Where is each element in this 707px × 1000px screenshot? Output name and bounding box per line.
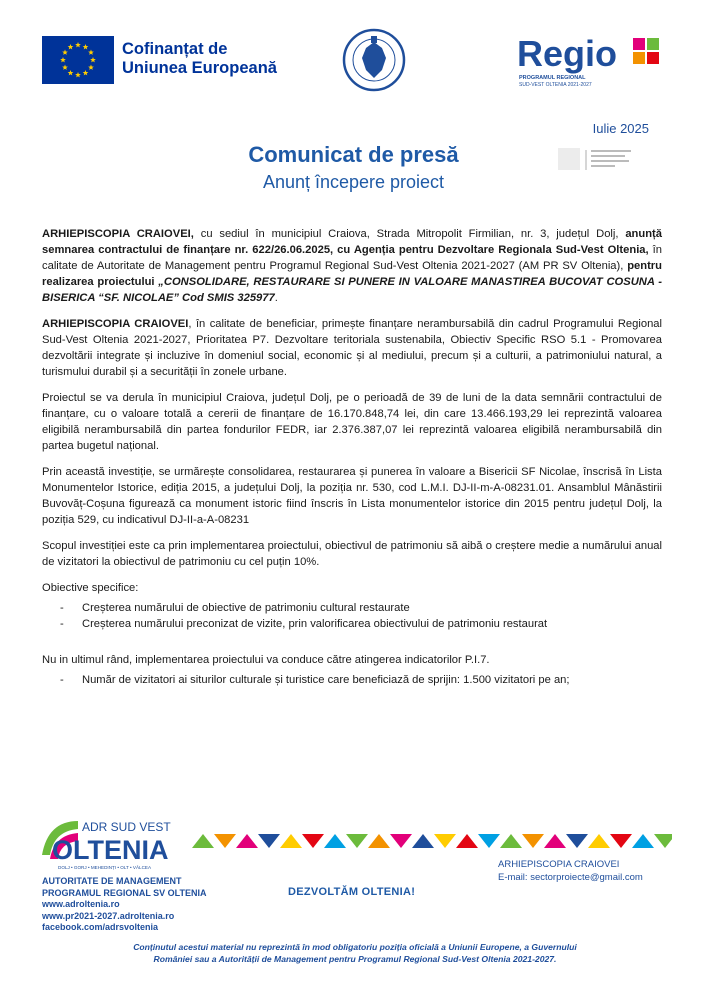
wave-segment — [412, 834, 434, 848]
wave-segment — [610, 834, 632, 848]
wave-segment — [258, 834, 280, 848]
adr-line-1: ADR SUD VEST — [82, 820, 171, 834]
adr-line-2: OLTENIA — [52, 835, 169, 865]
contact-email[interactable]: E-mail: sectorproiecte@gmail.com — [498, 872, 643, 883]
wave-segment — [632, 834, 654, 848]
wave-segment — [390, 834, 412, 848]
paragraph-7: Nu in ultimul rând, implementarea proiectului va conduce către atingerea indicatorilor P.I.7. — [42, 654, 490, 666]
wave-segment — [478, 834, 500, 848]
list-item: - Număr de vizitatori ai siturilor culturale și turistice care beneficiază de sprijin: 1.500 vizitatori pe an; — [82, 672, 662, 688]
eu-cofinancing-label — [122, 40, 277, 78]
disclaimer-line-1: Conținutul acestui material nu reprezintă în mod obligatoriu poziția oficială a Uniunii Europene, a Guvernului — [133, 942, 577, 952]
romanian-government-crest-icon — [342, 24, 406, 96]
wave-segment — [434, 834, 456, 848]
p1-text: cu sediul în municipiul Craiova, Strada Mitropolit Firmilian, nr. 3, județul Dolj, — [193, 228, 626, 240]
wave-segment — [522, 834, 544, 848]
regio-wordmark: Regio — [517, 33, 618, 74]
page-title: Comunicat de presă — [248, 142, 459, 167]
specific-objectives-list — [42, 600, 662, 632]
decorative-wave-icon — [192, 830, 672, 852]
list-item: - Creșterea numărului de obiective de patrimoniu cultural restaurate — [82, 600, 662, 616]
eu-flag-icon — [42, 36, 114, 84]
wave-segment — [500, 834, 522, 848]
wave-segment — [236, 834, 258, 848]
wave-segment — [302, 834, 324, 848]
disclaimer-line-2: României sau a Autorității de Management pentru Programul Regional Sud-Vest Oltenia 2021-2027. — [153, 954, 557, 964]
beneficiary-name: ARHIEPISCOPIA CRAIOVEI, — [42, 228, 194, 240]
small-partner-logo-icon — [558, 146, 638, 172]
wave-segment — [588, 834, 610, 848]
beneficiary-contact — [498, 858, 643, 884]
regio-tagline-1: PROGRAMUL REGIONAL — [519, 75, 586, 81]
p1-end: . — [274, 292, 278, 304]
wave-segment — [368, 834, 390, 848]
wave-segment — [280, 834, 302, 848]
contact-beneficiary: ARHIEPISCOPIA CRAIOVEI — [498, 859, 620, 870]
authority-line-2: PROGRAMUL REGIONAL SV OLTENIA — [42, 887, 207, 898]
eu-line-1: Cofinanțat de — [122, 40, 228, 58]
press-release-body — [42, 226, 662, 698]
wave-segment — [456, 834, 478, 848]
beneficiary-name-2: ARHIEPISCOPIA CRAIOVEI — [42, 318, 189, 330]
disclaimer — [60, 941, 650, 965]
indicators-list — [42, 672, 662, 688]
document-date: Iulie 2025 — [592, 121, 649, 136]
p1-project-intro: pentru realizarea proiectului — [42, 260, 662, 288]
p1-authority: în calitate de Autoritate de Management pentru Programul Regional Sud-Vest Oltenia 2021-2027 (AM PR SV Oltenia), — [42, 244, 662, 272]
project-title: „CONSOLIDARE, RESTAURARE SI PUNERE IN VALOARE MANASTIREA BUCOVAT COSUNA - BISERICA “SF. NICOLAE” Cod SMIS 325977 — [42, 276, 662, 304]
paragraph-1 — [42, 226, 662, 306]
website-link[interactable]: www.adroltenia.ro — [42, 899, 120, 909]
regio-logo-icon — [515, 30, 667, 92]
adr-counties: DOLJ • GORJ • MEHEDINȚI • OLT • VÂLCEA — [58, 865, 152, 870]
eu-line-2: Uniunea Europeană — [122, 59, 277, 77]
paragraph-6: Obiective specifice: — [42, 582, 139, 594]
program-website-link[interactable]: www.pr2021-2027.adroltenia.ro — [42, 910, 175, 921]
p2-text: , în calitate de beneficiar, primește finanțare nerambursabilă din cadrul Programului Regional Sud-Vest Oltenia 2021-2027, Prioritatea P7. Dezvoltare teritoriala sustenabila, Obiectiv Specific RSO 5.1 - Promovarea dezvoltării integrate și incluzive în domeniul social, economic și al mediului, precum și a culturii, a patrimoniului natural, a turismului durabil și a securității în zonele urbane. — [42, 318, 662, 378]
slogan: DEZVOLTĂM OLTENIA! — [288, 886, 416, 898]
facebook-link[interactable]: facebook.com/adrsvoltenia — [42, 922, 159, 932]
wave-segment — [324, 834, 346, 848]
page-subtitle: Anunț începere proiect — [262, 172, 445, 192]
list-item: - Creșterea numărului preconizat de vizite, prin valorificarea obiectivului de patrimoniu restaurat — [82, 616, 662, 632]
paragraph-4: Prin această investiție, se urmărește consolidarea, restaurarea și punerea în valoare a Bisericii SF Nicolae, înscrisă în Lista Monumentelor Istorice, ediția 2015, a județului Dolj, la poziția nr. 530, cod L.M.I. DJ-II-m-A-08231.01. Ansamblul Mânăstirii Buvovăț-Coșuna figurează ca monument istoric fiind înscris în Lista monumentelor istorice din 2015 pentru județul Dolj, la poziția 529, cu indicativul DJ-II-a-A-08231 — [42, 466, 662, 526]
adr-oltenia-logo-icon — [38, 815, 188, 875]
authority-line-1: AUTORITATE DE MANAGEMENT — [42, 876, 182, 886]
wave-segment — [346, 834, 368, 848]
p1-contract: anunță semnarea contractului de finanțare nr. 622/26.06.2025, cu Agenția pentru Dezvoltare Regionala Sud-Vest Oltenia, — [42, 228, 662, 256]
paragraph-2 — [42, 316, 662, 380]
paragraph-3: Proiectul se va derula în municipiul Craiova, județul Dolj, pe o perioadă de 39 de luni de la data semnării contractului de finanțare, cu o valoare totală a cererii de finanțare de 16.170.848,74 lei, din care 13.466.193,29 lei reprezintă valoarea eligibilă nerambursabilă din partea fondurilor FEDR, iar 2.376.387,07 lei reprezintă valoarea eligibilă nerambursabilă din partea bugetul național. — [42, 392, 662, 452]
wave-segment — [544, 834, 566, 848]
wave-segment — [192, 834, 214, 848]
paragraph-5: Scopul investiției este ca prin implementarea proiectului, obiectivul de patrimoniu să aibă o creștere medie a numărului anual de vizitatori la obiectivul de patrimoniu cu cel puțin 10%. — [42, 540, 662, 568]
managing-authority-block — [42, 876, 207, 934]
wave-segment — [654, 834, 672, 848]
wave-segment — [214, 834, 236, 848]
regio-tagline-2: SUD-VEST OLTENIA 2021-2027 — [519, 82, 592, 88]
wave-segment — [566, 834, 588, 848]
